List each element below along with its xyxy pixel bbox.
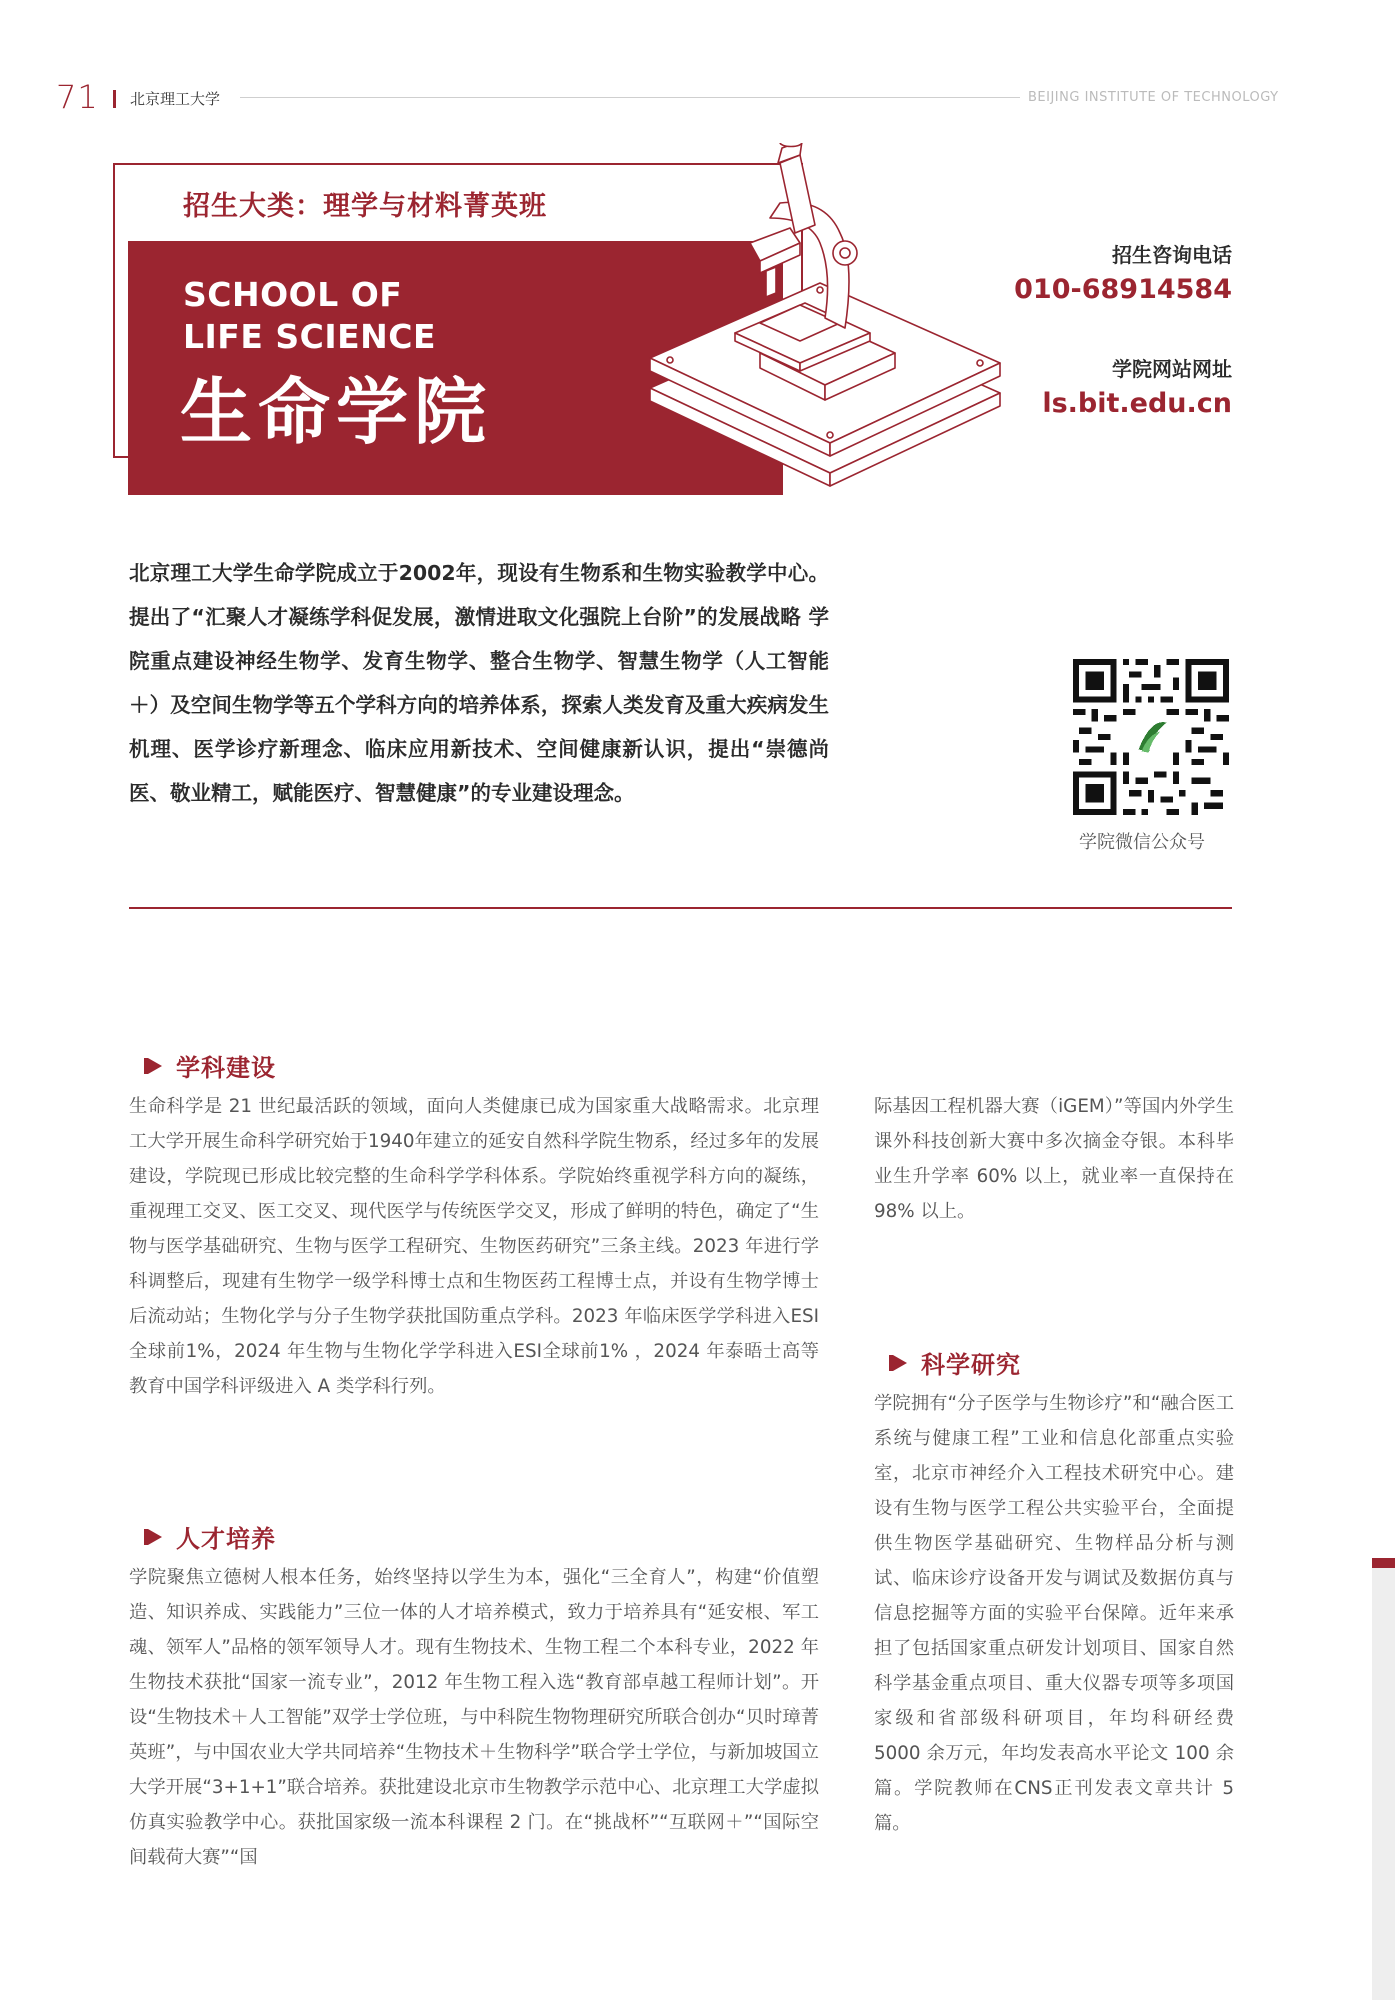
section-title-talent: 人才培养 — [176, 1525, 276, 1553]
header-school-name: 北京理工大学 — [130, 90, 221, 108]
section-body-talent-continued: 际基因工程机器大赛（iGEM）”等国内外学生课外科技创新大赛中多次摘金夺银。本科毕业生升学率 60% 以上，就业率一直保持在 98% 以上。 — [874, 1096, 1234, 1222]
section-marker-icon — [148, 1058, 162, 1074]
microscope-icon — [640, 143, 1020, 523]
section-body-talent: 学院聚焦立德树人根本任务，始终坚持以学生为本，强化“三全育人”，构建“价值塑造、知识养成、实践能力”三位一体的人才培养模式，致力于培养具有“延安根、军工魂、领军人”品格的领军领导人才。现有生物技术、生物工程二个本科专业，2022 年生物技术获批“国家一流专业”，2012 年生物工程入选“教育部卓越工程师计划”。开设“生物技术＋人工智能”双学士学位班，与中科院生物物理研究所联合创办“贝时璋菁英班”，与中国农业大学共同培养“生物技术＋生物科学”联合学士学位，与新加坡国立大学开展“3+1+1”联合培养。获批建设北京市生物教学示范中心、北京理工大学虚拟仿真实验教学中心。获批国家级一流本科课程 2 门。在“挑战杯”“互联网＋”“国际空间载荷大赛”“国 — [129, 1567, 819, 1868]
page-edge-tab-marker — [1372, 1558, 1395, 1568]
section-title-discipline: 学科建设 — [176, 1054, 276, 1082]
header-school-name-en: BEIJING INSTITUTE OF TECHNOLOGY — [1028, 90, 1279, 105]
school-chinese-name: 生命学院 — [180, 370, 493, 454]
website-label: 学院网站网址 — [1112, 357, 1232, 381]
header-rule — [240, 97, 1020, 98]
section-title-research: 科学研究 — [921, 1351, 1021, 1379]
school-english-line-2: LIFE SCIENCE — [183, 317, 437, 356]
section-marker-icon — [148, 1529, 162, 1545]
section-body-research: 学院拥有“分子医学与生物诊疗”和“融合医工系统与健康工程”工业和信息化部重点实验室，北京市神经介入工程技术研究中心。建设有生物与医学工程公共实验平台，全面提供生物医学基础研究、生物样品分析与测试、临床诊疗设备开发与调试及数据仿真与信息挖掘等方面的实验平台保障。近年来承担了包括国家重点研发计划项目、国家自然科学基金重点项目、重大仪器专项等多项国家级和省部级科研项目，年均科研经费 5000 余万元，年均发表高水平论文 100 余篇。学院教师在CNS正刊发表文章共计 5 篇。 — [874, 1393, 1234, 1834]
qr-code — [1073, 659, 1229, 815]
school-english-name — [183, 274, 436, 358]
admission-phone[interactable]: 010-68914584 — [1014, 274, 1232, 305]
school-english-line-1: SCHOOL OF — [183, 275, 403, 314]
school-intro: 北京理工大学生命学院成立于2002年，现设有生物系和生物实验教学中心。提出了“汇聚人才凝练学科促发展，激情进取文化强院上台阶”的发展战略 学院重点建设神经生物学、发育生物学、整合生物学、智慧生物学（人工智能＋）及空间生物学等五个学科方向的培养体系，探索人类发育及重大疾病发生机理、医学诊疗新理念、临床应用新技术、空间健康新认识，提出“崇德尚医、敬业精工，赋能医疗、智慧健康”的专业建设理念。 — [129, 561, 829, 805]
section-heading-research — [893, 1345, 1021, 1380]
section-heading-discipline — [148, 1048, 276, 1083]
qr-caption: 学院微信公众号 — [1079, 832, 1205, 853]
phone-label: 招生咨询电话 — [1112, 243, 1232, 267]
page-edge-tab — [1372, 1558, 1395, 2000]
section-body-discipline: 生命科学是 21 世纪最活跃的领域，面向人类健康已成为国家重大战略需求。北京理工大学开展生命科学研究始于1940年建立的延安自然科学院生物系，经过多年的发展建设，学院现已形成比较完整的生命科学学科体系。学院始终重视学科方向的凝练，重视理工交叉、医工交叉、现代医学与传统医学交叉，形成了鲜明的特色，确定了“生物与医学基础研究、生物与医学工程研究、生物医药研究”三条主线。2023 年进行学科调整后，现建有生物学一级学科博士点和生物医药工程博士点，并设有生物学博士后流动站；生物化学与分子生物学获批国防重点学科。2023 年临床医学学科进入ESI全球前1%，2024 年生物与生物化学学科进入ESI全球前1% ，2024 年泰晤士高等教育中国学科评级进入 A 类学科行列。 — [129, 1096, 819, 1397]
page-number: 71 — [56, 78, 99, 116]
school-website-link[interactable]: ls.bit.edu.cn — [1042, 388, 1232, 419]
section-divider — [129, 907, 1232, 909]
header-accent-bar — [113, 90, 116, 108]
section-marker-icon — [893, 1355, 907, 1371]
admission-category: 招生大类：理学与材料菁英班 — [183, 191, 547, 222]
section-heading-talent — [148, 1519, 276, 1554]
